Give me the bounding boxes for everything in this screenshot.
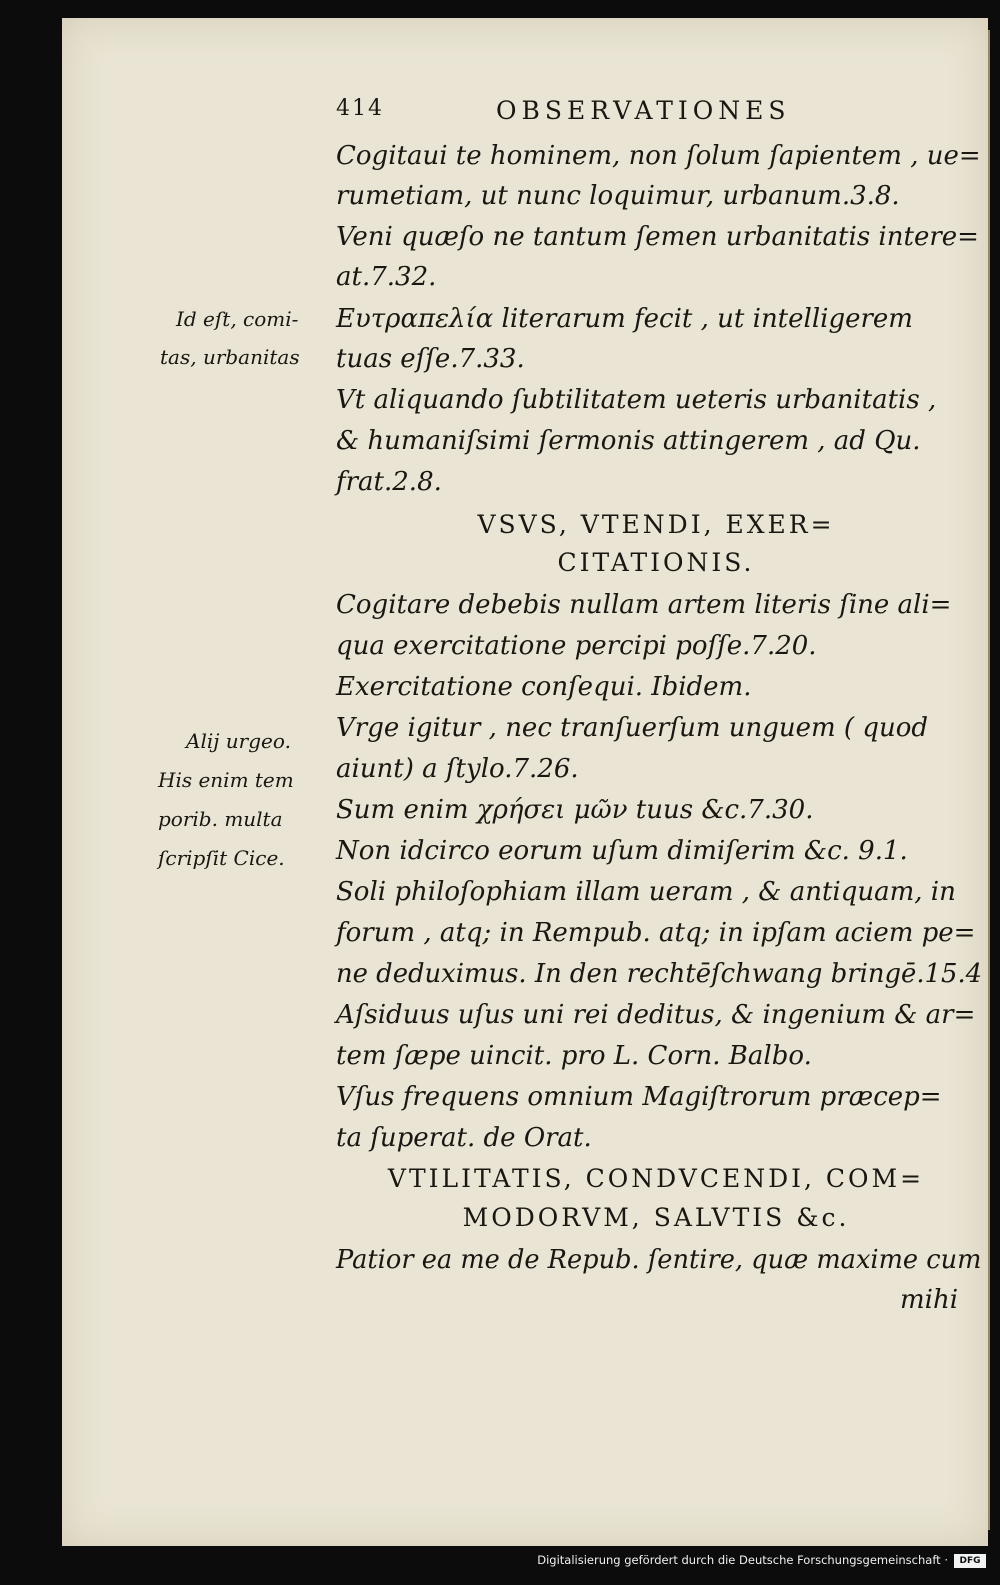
text-line: Exercitatione conſequi. Ibidem. [336, 672, 752, 702]
text-line: forum , atq; in Rempub. atq; in ipſam aciem pe= [336, 918, 976, 948]
text-line: Cogitare debebis nullam artem literis ſine ali= [336, 590, 952, 620]
text-line: ne deduximus. In den rechtēſchwang bringē.15.4 [336, 959, 983, 989]
text-line: Sum enim χρήσει μῶν tuus &c.7.30. [336, 795, 814, 825]
catchword: mihi [900, 1285, 959, 1315]
text-line: qua exercitatione percipi poſſe.7.20. [336, 631, 817, 661]
text-line: Aſsiduus uſus uni rei deditus, & ingenium & ar= [336, 1000, 976, 1030]
running-head [336, 96, 976, 130]
footer-bar [537, 1548, 1000, 1578]
funding-credit: Digitalisierung gefördert durch die Deutsche Forschungsgemeinschaft · [537, 1553, 948, 1567]
text-line: ta ſuperat. de Orat. [336, 1123, 592, 1153]
text-line: Vſus frequens omnium Magiſtrorum præcep= [336, 1082, 942, 1112]
running-title: OBSERVATIONES [496, 96, 791, 125]
text-line: tuas eſſe.7.33. [336, 344, 525, 374]
text-line: Veni quæſo ne tantum ſemen urbanitatis intere= [336, 222, 979, 252]
text-line: Soli philoſophiam illam ueram , & antiquam, in [336, 877, 956, 907]
margin-note: Alij urgeo. [186, 729, 291, 753]
section-heading: VTILITATIS, CONDVCENDI, COM= [387, 1164, 925, 1193]
text-line: at.7.32. [336, 262, 437, 292]
section-heading: VSVS, VTENDI, EXER= [477, 510, 835, 539]
margin-note: His enim tem [158, 768, 294, 792]
text-line: aiunt) a ſtylo.7.26. [336, 754, 579, 784]
text-line: Non idcirco eorum uſum dimiſerim &c. 9.1. [336, 836, 908, 866]
margin-note: porib. multa [158, 807, 283, 831]
dfg-logo: DFG [954, 1554, 986, 1568]
text-line: rumetiam, ut nunc loquimur, urbanum.3.8. [336, 181, 900, 211]
text-line: frat.2.8. [336, 467, 442, 497]
margin-note: tas, urbanitas [160, 345, 300, 369]
section-heading: MODORVM, SALVTIS &c. [462, 1203, 850, 1232]
text-line: Vt aliquando ſubtilitatem ueteris urbanitatis , [336, 385, 937, 415]
text-line: & humaniſsimi ſermonis attingerem , ad Qu. [336, 426, 921, 456]
page-number: 414 [336, 96, 384, 121]
text-line: Vrge igitur , nec tranſuerſum unguem ( quod [336, 713, 929, 743]
text-line: Patior ea me de Repub. ſentire, quæ maxime cum [336, 1245, 982, 1275]
text-line: Cogitaui te hominem, non ſolum ſapientem , ue= [336, 141, 981, 171]
section-heading: CITATIONIS. [557, 548, 755, 577]
margin-note: Id eſt, comi- [176, 307, 299, 331]
margin-note: ſcripſit Cice. [158, 846, 285, 870]
text-line: tem ſæpe uincit. pro L. Corn. Balbo. [336, 1041, 812, 1071]
text-line: Ευτραπελία literarum fecit , ut intelligerem [336, 304, 913, 334]
